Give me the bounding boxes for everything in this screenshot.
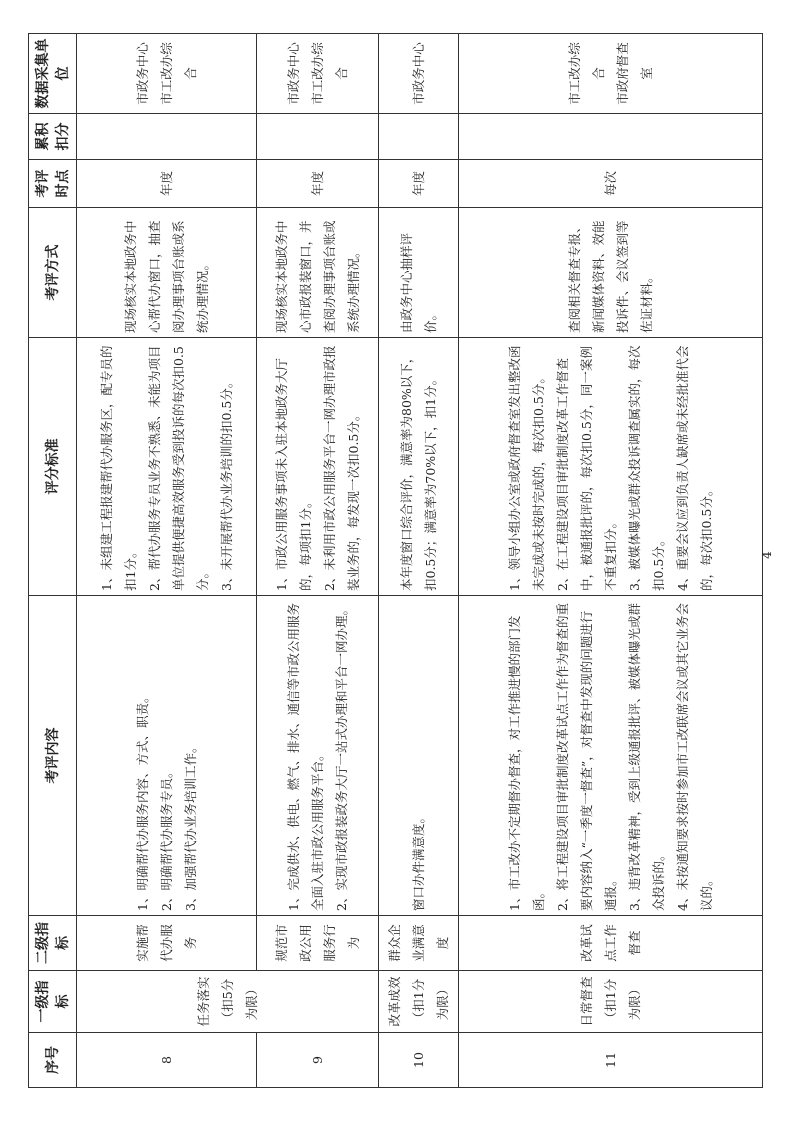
standard-line: 1、未组建工程报建帮代办服务区，配专员的扣1分。 bbox=[98, 345, 138, 591]
row-level2: 规范市政公用服务行为 bbox=[257, 916, 379, 971]
unit-line: 市工改办综合 bbox=[158, 42, 198, 105]
header-standard: 评分标准 bbox=[29, 338, 77, 596]
content-line: 2、将工程建设项目审批制度改革试点工作作为督查的重要内容纳入“一季度一督查”，对督查中发现的问题进行通报。 bbox=[554, 603, 618, 911]
row-standard bbox=[77, 338, 257, 596]
rotated-table-wrapper bbox=[28, 34, 762, 1088]
row-standard bbox=[257, 338, 379, 596]
row-level1: 日常督查（扣1分为限） bbox=[459, 971, 763, 1033]
header-seq: 序号 bbox=[29, 1033, 77, 1088]
standard-line: 3、被媒体曝光或群众投诉调查属实的，每次扣0.5分。 bbox=[626, 345, 666, 591]
standard-line: 4、重要会议应到负责人缺席或未经批准代会的，每次扣0.5分。 bbox=[674, 345, 714, 591]
row-time: 年度 bbox=[379, 160, 459, 208]
content-line: 3、加强帮代办业务培训工作。 bbox=[182, 740, 198, 911]
row-content bbox=[257, 596, 379, 916]
row-content bbox=[379, 596, 459, 916]
table-row bbox=[379, 34, 459, 1088]
row-level2: 实施帮代办服务 bbox=[77, 916, 257, 971]
row-standard bbox=[459, 338, 763, 596]
header-unit: 数据采集单位 bbox=[29, 34, 77, 114]
header-level2: 二级指标 bbox=[29, 916, 77, 971]
row-level1: 任务落实（扣5分为限） bbox=[77, 971, 379, 1033]
row-unit bbox=[379, 34, 459, 114]
row-deduct bbox=[77, 114, 257, 160]
header-method: 考评方式 bbox=[29, 208, 77, 338]
page-number: 4 bbox=[759, 551, 774, 559]
row-standard bbox=[379, 338, 459, 596]
row-method: 现场核实本地政务中心帮代办窗口，抽查阅办理事项台账或系统办理情况。 bbox=[77, 208, 257, 338]
unit-line: 市政务中心 bbox=[410, 42, 426, 105]
row-deduct bbox=[459, 114, 763, 160]
content-line: 1、明确帮代办服务内容、方式、职责。 bbox=[134, 690, 150, 911]
header-content: 考评内容 bbox=[29, 596, 77, 916]
unit-line: 市工改办综合 bbox=[566, 42, 606, 105]
standard-line: 2、帮代办服务专员业务不熟悉、未能为项目单位提供便捷高效服务受到投诉的每次扣0.5分。 bbox=[146, 345, 210, 591]
row-content bbox=[459, 596, 763, 916]
row-method: 查阅相关督查专报、新闻媒体资料、效能投诉件、会议签到等佐证材料。 bbox=[459, 208, 763, 338]
row-time: 年度 bbox=[257, 160, 379, 208]
content-line: 2、实现市政报装政务大厅一站式办理和平台一网办理。 bbox=[333, 603, 349, 911]
row-content bbox=[77, 596, 257, 916]
row-level2: 改革试点工作督查 bbox=[459, 916, 763, 971]
row-unit bbox=[459, 34, 763, 114]
unit-line: 市工改办综合 bbox=[309, 42, 349, 105]
row-method: 现场核实本地政务中心市政报装窗口，并查阅办理事项台账或系统办理情况。 bbox=[257, 208, 379, 338]
content-line: 2、明确帮代办服务专员。 bbox=[158, 765, 174, 911]
row-level1: 改革成效（扣1分为限） bbox=[379, 971, 459, 1033]
row-deduct bbox=[379, 114, 459, 160]
content-line: 4、未按通知要求按时参加市工改联席会议或其它业务会议的。 bbox=[674, 603, 714, 911]
header-time: 考评时点 bbox=[29, 160, 77, 208]
table-row bbox=[77, 34, 257, 1088]
row-seq: 8 bbox=[77, 1033, 257, 1088]
content-line: 1、完成供水、供电、燃气、排水、通信等市政公用服务全面入驻市政公用服务平台。 bbox=[285, 603, 325, 911]
table-row bbox=[459, 34, 763, 1088]
row-time: 每次 bbox=[459, 160, 763, 208]
standard-line: 3、未开展帮代办业务培训的扣0.5分。 bbox=[218, 375, 234, 591]
standard-line: 1、市政公用服务事项未入驻本地政务大厅的，每项扣1分。 bbox=[273, 358, 313, 591]
row-seq: 11 bbox=[459, 1033, 763, 1088]
standard-line: 2、未利用市政公用服务平台一网办理市政报装业务的，每发现一次扣0.5分。 bbox=[321, 345, 361, 591]
row-unit bbox=[257, 34, 379, 114]
row-unit bbox=[77, 34, 257, 114]
content-line: 1、市工改办不定期督办督查，对工作推进慢的部门发函。 bbox=[506, 615, 546, 911]
evaluation-table bbox=[28, 33, 763, 1088]
table-row bbox=[257, 34, 379, 1088]
standard-line: 2、在工程建设项目审批制度改革工作督查中，被通报批评的，每次扣0.5分，同一案例不重复扣分。 bbox=[554, 346, 618, 591]
unit-line: 市政府督查室 bbox=[614, 42, 654, 105]
row-time: 年度 bbox=[77, 160, 257, 208]
row-seq: 10 bbox=[379, 1033, 459, 1088]
header-level1: 一级指标 bbox=[29, 971, 77, 1033]
row-method: 由政务中心抽样评价。 bbox=[379, 208, 459, 338]
row-seq: 9 bbox=[257, 1033, 379, 1088]
content-line: 3、违背改革精神，受到上级通报批评、被媒体曝光或群众投诉的。 bbox=[626, 603, 666, 911]
row-deduct bbox=[257, 114, 379, 160]
row-level2: 群众企业满意度 bbox=[379, 916, 459, 971]
unit-line: 市政务中心 bbox=[134, 42, 150, 105]
standard-line: 本年度窗口综合评价，满意率为80%以下，扣0.5分；满意率为70%以下，扣1分。 bbox=[398, 350, 438, 591]
unit-line: 市政务中心 bbox=[285, 42, 301, 105]
header-deduct: 累积扣分 bbox=[29, 114, 77, 160]
header-row bbox=[29, 34, 77, 1088]
content-line: 窗口办件满意度。 bbox=[410, 810, 426, 911]
standard-line: 1、领导小组办公室或政府督查室发出整改函未完成或未按时完成的，每次扣0.5分。 bbox=[506, 345, 546, 591]
